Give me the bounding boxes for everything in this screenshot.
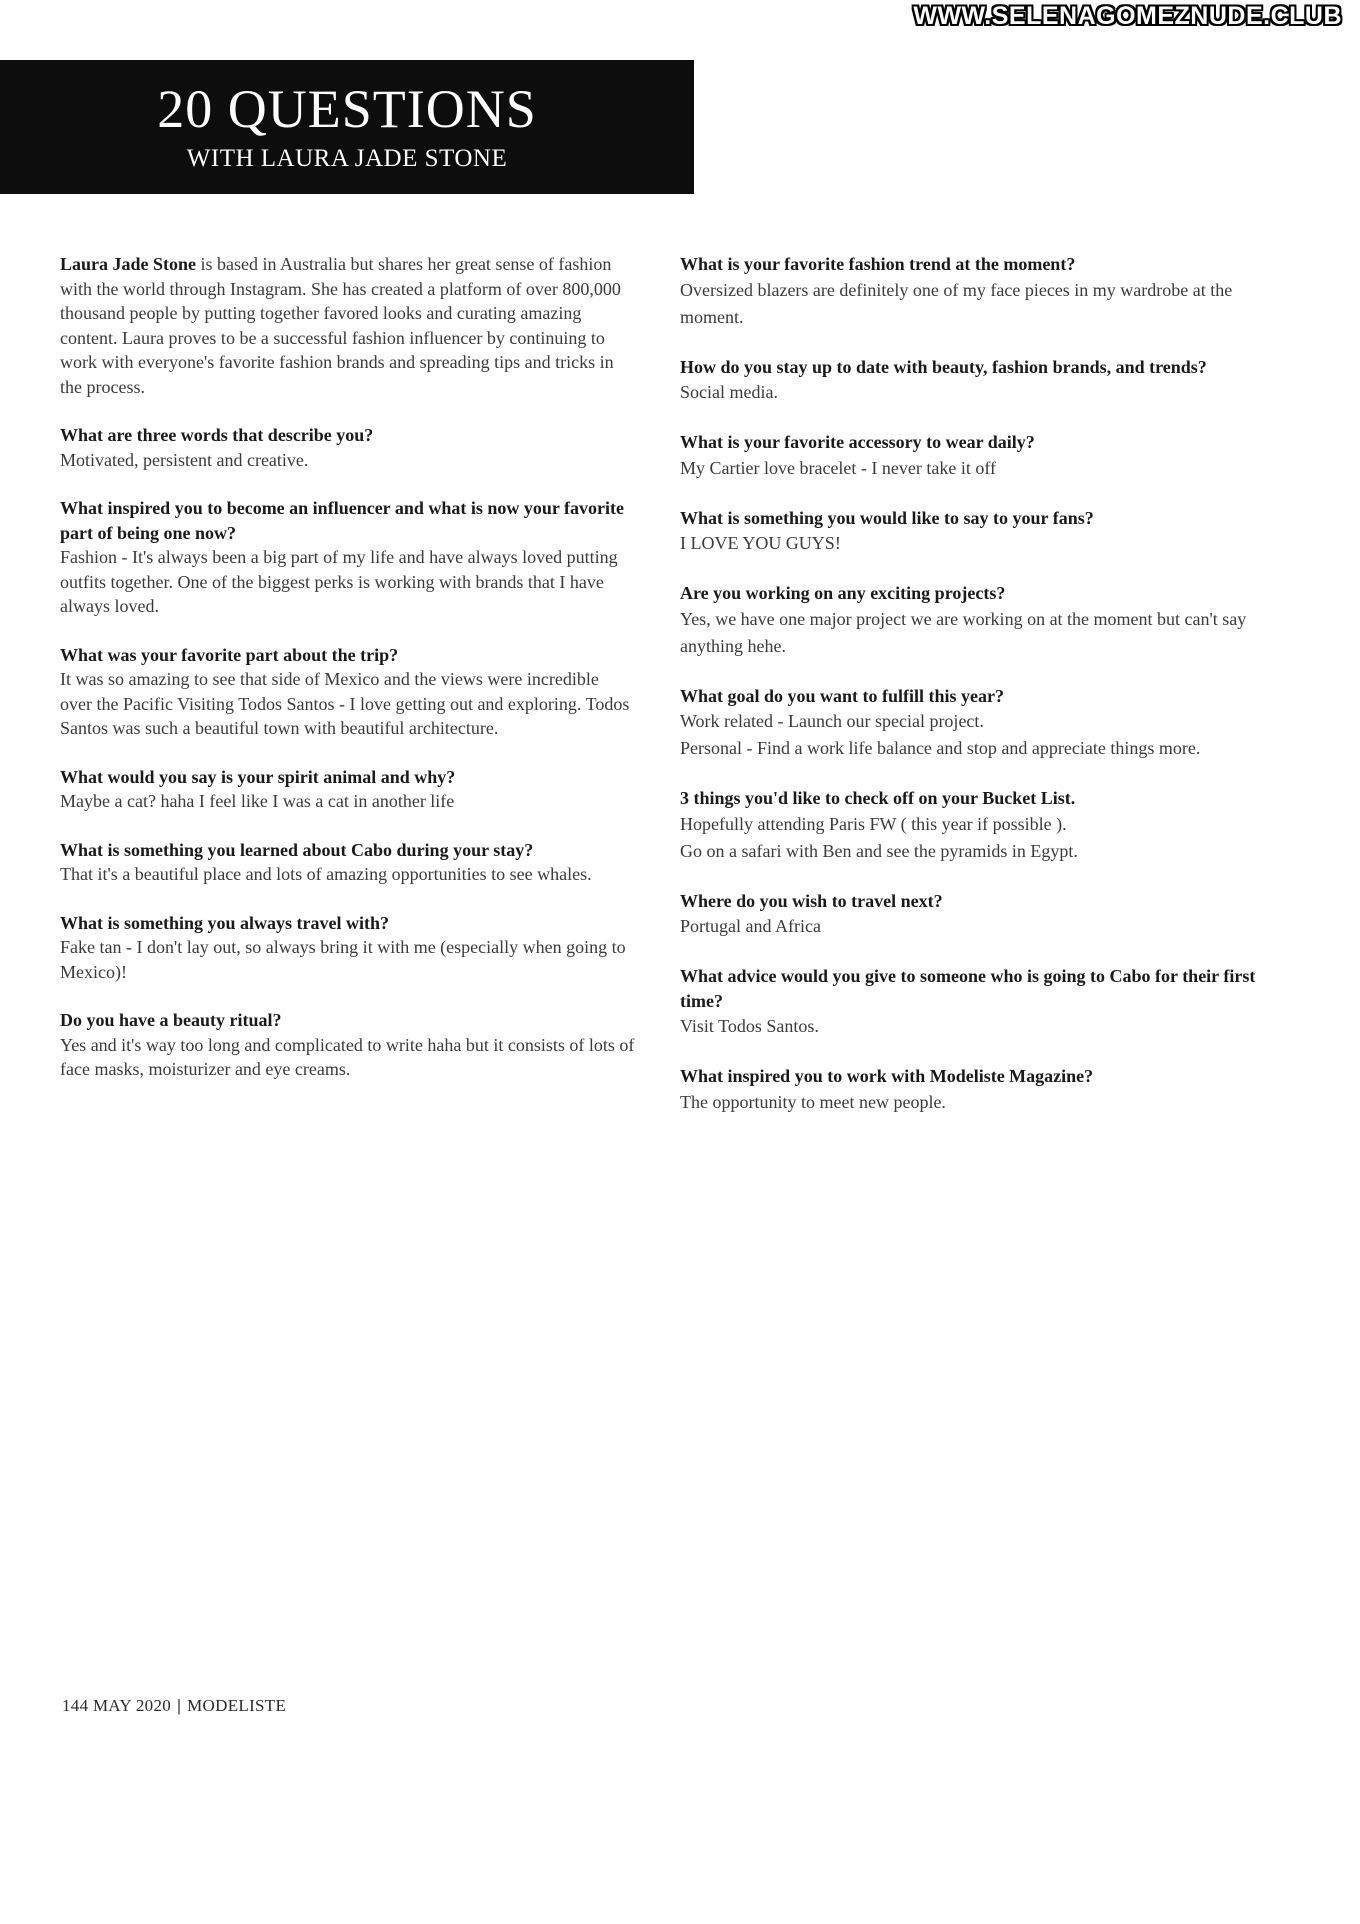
- question: What inspired you to become an influencer and what is now your favorite part of being one now?: [60, 498, 625, 543]
- intro-name: Laura Jade Stone: [60, 254, 197, 274]
- page-title: 20 QUESTIONS: [157, 79, 537, 139]
- question: What is something you learned about Cabo during your stay?: [60, 839, 534, 860]
- answer: Fake tan - I don't lay out, so always bring it with me (especially when going to Mexico)!: [60, 937, 626, 982]
- qa-item: [680, 581, 1295, 660]
- qa-item: [60, 911, 635, 985]
- qa-item: [680, 430, 1295, 482]
- watermark-text: WWW.SELENAGOMEZNUDE.CLUB: [913, 2, 1342, 30]
- qa-item: [60, 496, 635, 619]
- answer: Personal - Find a work life balance and stop and appreciate things more.: [680, 738, 1201, 758]
- left-column: [60, 252, 635, 1106]
- question: What inspired you to work with Modeliste Magazine?: [680, 1066, 1094, 1086]
- question: What is something you always travel with?: [60, 912, 390, 933]
- answer: I LOVE YOU GUYS!: [680, 533, 841, 553]
- answer: Portugal and Africa: [680, 916, 821, 936]
- page-subtitle: WITH LAURA JADE STONE: [186, 145, 508, 172]
- footer-magazine: MODELISTE: [187, 1696, 287, 1715]
- question: What would you say is your spirit animal and why?: [60, 766, 456, 787]
- qa-item: [60, 838, 635, 887]
- qa-item: [680, 506, 1295, 558]
- qa-item: [60, 1008, 635, 1082]
- page-footer: [62, 1696, 286, 1716]
- question: What is something you would like to say to your fans?: [680, 507, 1094, 528]
- answer: That it's a beautiful place and lots of amazing opportunities to see whales.: [60, 864, 592, 884]
- answer: Motivated, persistent and creative.: [60, 449, 309, 470]
- answer: Fashion - It's always been a big part of my life and have always loved putting outfits together. One of the biggest perks is working with brands that I have always loved.: [60, 547, 618, 616]
- question: What is your favorite accessory to wear daily?: [680, 432, 1035, 452]
- question: What are three words that describe you?: [60, 425, 374, 445]
- qa-item: [680, 786, 1295, 865]
- qa-item: [680, 355, 1295, 407]
- title-banner: [0, 60, 694, 194]
- answer: Oversized blazers are definitely one of my face pieces in my wardrobe at the moment.: [680, 279, 1233, 327]
- qa-item: [680, 1064, 1295, 1116]
- answer: Work related - Launch our special project.: [680, 711, 984, 731]
- answer: The opportunity to meet new people.: [680, 1091, 946, 1112]
- question: Are you working on any exciting projects?: [680, 583, 1006, 603]
- qa-item: [60, 643, 635, 741]
- question: Do you have a beauty ritual?: [60, 1010, 282, 1030]
- question: Where do you wish to travel next?: [680, 890, 943, 911]
- answer: Visit Todos Santos.: [680, 1016, 819, 1036]
- answer: Yes, we have one major project we are working on at the moment but can't say anything hehe.: [680, 608, 1247, 656]
- answer: Social media.: [680, 382, 778, 402]
- question: What goal do you want to fulfill this year?: [680, 685, 1005, 706]
- question: What was your favorite part about the trip?: [60, 644, 399, 665]
- question: What advice would you give to someone who is going to Cabo for their first time?: [680, 966, 1256, 1011]
- answer: My Cartier love bracelet - I never take it off: [680, 457, 997, 478]
- qa-item: [680, 684, 1295, 763]
- intro-text: is based in Australia but shares her great sense of fashion with the world through Instagram. She has created a platform of over 800,000 thousand people by putting together favored looks and curating amazing content. Laura proves to be a successful fashion influencer by continuing to work with everyone's favorite fashion brands and spreading tips and tricks in the process.: [60, 254, 621, 397]
- qa-item: [680, 252, 1295, 331]
- qa-item: [60, 423, 635, 472]
- question: How do you stay up to date with beauty, fashion brands, and trends?: [680, 356, 1207, 377]
- answer: Yes and it's way too long and complicated to write haha but it consists of lots of face masks, moisturizer and eye creams.: [60, 1034, 635, 1079]
- qa-item: [60, 765, 635, 814]
- footer-page-date: 144 MAY 2020: [62, 1696, 172, 1715]
- intro-paragraph: [60, 252, 635, 399]
- question: 3 things you'd like to check off on your Bucket List.: [680, 788, 1076, 808]
- question: What is your favorite fashion trend at the moment?: [680, 254, 1076, 274]
- right-column: [680, 252, 1295, 1140]
- footer-separator: |: [177, 1696, 182, 1715]
- answer: Go on a safari with Ben and see the pyramids in Egypt.: [680, 840, 1078, 861]
- answer: Maybe a cat? haha I feel like I was a cat in another life: [60, 791, 455, 811]
- qa-item: [680, 889, 1295, 941]
- answer: Hopefully attending Paris FW ( this year if possible ).: [680, 813, 1067, 834]
- answer: It was so amazing to see that side of Mexico and the views were incredible over the Pacific Visiting Todos Santos - I love getting out and exploring. Todos Santos was such a beautiful town with beautiful architecture.: [60, 669, 630, 738]
- qa-item: [680, 964, 1295, 1040]
